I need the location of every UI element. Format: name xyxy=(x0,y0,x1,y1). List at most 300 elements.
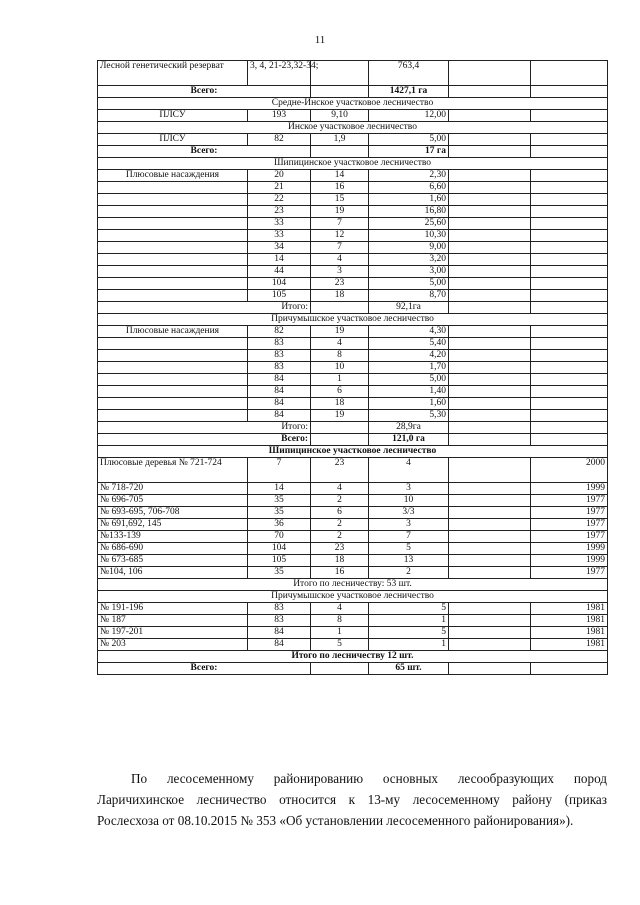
table-cell xyxy=(449,627,531,639)
table-cell: Причумышское участковое лесничество xyxy=(98,591,608,603)
table-cell xyxy=(531,230,608,242)
table-cell: № 203 xyxy=(98,639,248,651)
table-cell xyxy=(531,254,608,266)
table-cell: 104 xyxy=(248,543,311,555)
table-cell: 4 xyxy=(311,483,369,495)
table-cell: № 691,692, 145 xyxy=(98,519,248,531)
table-cell: 8 xyxy=(311,615,369,627)
table-cell xyxy=(531,663,608,675)
table-cell: №133-139 xyxy=(98,531,248,543)
table-cell: 5,30 xyxy=(369,410,449,422)
table-cell: Инское участковое лесничество xyxy=(98,122,608,134)
table-row xyxy=(98,86,608,98)
table-cell xyxy=(98,350,248,362)
table-cell: № 191-196 xyxy=(98,603,248,615)
table-cell: 22 xyxy=(248,194,311,206)
table-cell: 2 xyxy=(311,531,369,543)
table-cell: Лесной генетический резерват xyxy=(98,61,248,86)
table-cell: 1977 xyxy=(531,519,608,531)
table-cell xyxy=(98,338,248,350)
table-cell: 10 xyxy=(311,362,369,374)
table-cell xyxy=(98,290,248,302)
table-row xyxy=(98,61,608,86)
table-cell: 19 xyxy=(311,410,369,422)
table-cell xyxy=(449,555,531,567)
table-row xyxy=(98,158,608,170)
table-cell: 9,00 xyxy=(369,242,449,254)
table-cell: 28,9га xyxy=(369,422,449,434)
table-cell: 15 xyxy=(311,194,369,206)
table-cell: 1999 xyxy=(531,483,608,495)
table-row xyxy=(98,422,608,434)
table-cell xyxy=(98,362,248,374)
table-row xyxy=(98,591,608,603)
table-cell xyxy=(531,362,608,374)
table-row xyxy=(98,567,608,579)
table-cell xyxy=(531,206,608,218)
table-cell xyxy=(98,194,248,206)
table-row xyxy=(98,507,608,519)
table-cell: 14 xyxy=(248,254,311,266)
table-cell: Плюсовые деревья № 721-724 xyxy=(98,458,248,483)
table-row xyxy=(98,434,608,446)
table-cell: 5 xyxy=(369,543,449,555)
table-cell xyxy=(449,458,531,483)
table-cell: 16 xyxy=(311,182,369,194)
table-cell xyxy=(531,386,608,398)
table-cell xyxy=(531,374,608,386)
table-row xyxy=(98,326,608,338)
table-cell: Причумышское участковое лесничество xyxy=(98,314,608,326)
table-row xyxy=(98,495,608,507)
table-cell: 2,30 xyxy=(369,170,449,182)
table-row xyxy=(98,206,608,218)
table-cell: 36 xyxy=(248,519,311,531)
table-cell: 12,00 xyxy=(369,110,449,122)
table-cell xyxy=(311,302,369,314)
table-cell xyxy=(449,483,531,495)
table-row xyxy=(98,615,608,627)
table-row xyxy=(98,182,608,194)
paragraph-text: По лесосеменному районированию основных лесообразующих пород Ларичихинское лесничество относится к 13-му лесосеменному району (приказ Рослесхоза от 08.10.2015 № 353 «Об установлении лесосеменного районирования»). xyxy=(97,771,607,828)
table-cell xyxy=(449,495,531,507)
table-cell: 121,0 га xyxy=(369,434,449,446)
table-cell xyxy=(449,398,531,410)
table-row xyxy=(98,579,608,591)
table-cell: 1999 xyxy=(531,555,608,567)
table-cell: 7 xyxy=(311,242,369,254)
table-cell: Средне-Инское участковое лесничество xyxy=(98,98,608,110)
table-cell xyxy=(531,170,608,182)
table-cell xyxy=(449,242,531,254)
table-cell: 18 xyxy=(311,555,369,567)
table-cell: № 686-690 xyxy=(98,543,248,555)
table-cell xyxy=(449,567,531,579)
table-cell xyxy=(449,194,531,206)
table-cell: 84 xyxy=(248,386,311,398)
table-row xyxy=(98,290,608,302)
table-cell: 4 xyxy=(311,603,369,615)
table-cell xyxy=(449,434,531,446)
table-cell: 82 xyxy=(248,134,311,146)
table-cell xyxy=(98,182,248,194)
table-cell: 33 xyxy=(248,230,311,242)
table-cell: Плюсовые насаждения xyxy=(98,170,248,182)
table-cell xyxy=(449,531,531,543)
table-cell xyxy=(98,398,248,410)
table-cell xyxy=(449,146,531,158)
table-cell: 3, 4, 21-23,32-34; xyxy=(248,61,311,86)
table-cell: 3,00 xyxy=(369,266,449,278)
table-cell: 25,60 xyxy=(369,218,449,230)
table-cell: 84 xyxy=(248,639,311,651)
table-cell: №104, 106 xyxy=(98,567,248,579)
table-cell: 7 xyxy=(369,531,449,543)
table-cell: 193 xyxy=(248,110,311,122)
table-cell xyxy=(98,206,248,218)
table-cell: ПЛСУ xyxy=(98,134,248,146)
table-cell: 14 xyxy=(311,170,369,182)
table-cell: Итого: xyxy=(98,302,311,314)
table-cell xyxy=(98,278,248,290)
table-cell: № 693-695, 706-708 xyxy=(98,507,248,519)
table-cell: 9,10 xyxy=(311,110,369,122)
table-cell xyxy=(449,603,531,615)
table-cell: 3 xyxy=(369,483,449,495)
table-cell xyxy=(449,290,531,302)
table-row xyxy=(98,446,608,458)
table-cell: 5,00 xyxy=(369,374,449,386)
table-cell: 1981 xyxy=(531,639,608,651)
table-cell: 10,30 xyxy=(369,230,449,242)
table-cell xyxy=(531,266,608,278)
table-cell xyxy=(449,362,531,374)
table-row xyxy=(98,410,608,422)
table-cell: Итого по лесничеству 12 шт. xyxy=(98,651,608,663)
table-cell: 5 xyxy=(369,603,449,615)
table-cell xyxy=(449,543,531,555)
table-row xyxy=(98,639,608,651)
table-cell: 2 xyxy=(311,519,369,531)
table-cell: 2 xyxy=(311,495,369,507)
table-cell xyxy=(449,326,531,338)
table-cell: 13 xyxy=(369,555,449,567)
table-row xyxy=(98,386,608,398)
table-cell: 5 xyxy=(369,627,449,639)
table-cell xyxy=(449,110,531,122)
table-row xyxy=(98,555,608,567)
table-row xyxy=(98,278,608,290)
table-cell xyxy=(311,146,369,158)
table-row xyxy=(98,483,608,495)
table-cell: 21 xyxy=(248,182,311,194)
table-cell xyxy=(449,663,531,675)
table-cell: 84 xyxy=(248,398,311,410)
table-cell xyxy=(531,350,608,362)
table-cell: № 197-201 xyxy=(98,627,248,639)
table-cell xyxy=(98,266,248,278)
table-cell: 1 xyxy=(311,627,369,639)
table-cell: 20 xyxy=(248,170,311,182)
table-cell: 7 xyxy=(248,458,311,483)
table-cell: 1,40 xyxy=(369,386,449,398)
table-cell xyxy=(531,422,608,434)
table-cell xyxy=(449,86,531,98)
table-cell xyxy=(449,278,531,290)
table-cell: 5,40 xyxy=(369,338,449,350)
table-cell: 4,30 xyxy=(369,326,449,338)
table-cell xyxy=(311,86,369,98)
table-row xyxy=(98,230,608,242)
table-cell xyxy=(449,182,531,194)
table-row xyxy=(98,543,608,555)
table-cell xyxy=(449,206,531,218)
table-cell xyxy=(449,230,531,242)
table-cell: 105 xyxy=(248,555,311,567)
table-cell xyxy=(531,242,608,254)
table-cell: № 718-720 xyxy=(98,483,248,495)
table-cell: 84 xyxy=(248,627,311,639)
table-cell: 1 xyxy=(369,639,449,651)
table-cell xyxy=(311,663,369,675)
table-cell: 1999 xyxy=(531,543,608,555)
table-cell: 4 xyxy=(311,338,369,350)
table-cell: 5 xyxy=(311,639,369,651)
table-cell: 6 xyxy=(311,386,369,398)
table-row xyxy=(98,531,608,543)
table-cell: 3/3 xyxy=(369,507,449,519)
table-cell xyxy=(531,398,608,410)
table-row xyxy=(98,362,608,374)
table-cell xyxy=(531,290,608,302)
table-cell: 19 xyxy=(311,206,369,218)
table-cell: 92,1га xyxy=(369,302,449,314)
zoning-paragraph xyxy=(97,768,607,831)
table-cell: Шипицинское участковое лесничество xyxy=(98,158,608,170)
table-cell xyxy=(449,134,531,146)
table-cell xyxy=(98,254,248,266)
table-cell: 23 xyxy=(311,278,369,290)
page-number: 11 xyxy=(314,34,326,46)
table-cell xyxy=(449,507,531,519)
table-cell xyxy=(531,410,608,422)
table-cell: 7 xyxy=(311,218,369,230)
table-row xyxy=(98,458,608,483)
table-cell: Всего: xyxy=(98,663,311,675)
table-cell: 70 xyxy=(248,531,311,543)
table-cell: 2 xyxy=(369,567,449,579)
table-cell xyxy=(449,218,531,230)
table-cell xyxy=(531,278,608,290)
table-cell: 17 га xyxy=(369,146,449,158)
table-cell xyxy=(449,302,531,314)
table-cell: № 187 xyxy=(98,615,248,627)
table-cell: 104 xyxy=(248,278,311,290)
table-cell: 83 xyxy=(248,603,311,615)
table-row xyxy=(98,254,608,266)
table-row xyxy=(98,398,608,410)
table-cell: 23 xyxy=(311,543,369,555)
table-cell: Всего: xyxy=(98,146,311,158)
table-cell: 83 xyxy=(248,615,311,627)
table-cell xyxy=(449,350,531,362)
table-cell: № 696-705 xyxy=(98,495,248,507)
table-cell: 35 xyxy=(248,567,311,579)
table-cell: 3 xyxy=(369,519,449,531)
table-cell: 1981 xyxy=(531,615,608,627)
table-row xyxy=(98,374,608,386)
table-cell: 5,00 xyxy=(369,278,449,290)
table-cell: 1977 xyxy=(531,567,608,579)
table-cell: 3,20 xyxy=(369,254,449,266)
table-row xyxy=(98,146,608,158)
table-cell: 83 xyxy=(248,350,311,362)
table-row xyxy=(98,170,608,182)
table-cell: 1 xyxy=(369,615,449,627)
table-cell: 1427,1 га xyxy=(369,86,449,98)
table-cell: 35 xyxy=(248,495,311,507)
table-cell: 23 xyxy=(311,458,369,483)
table-cell: 44 xyxy=(248,266,311,278)
table-cell: 105 xyxy=(248,290,311,302)
table-cell xyxy=(531,134,608,146)
table-cell: 1,60 xyxy=(369,398,449,410)
table-cell: 14 xyxy=(248,483,311,495)
table-cell: 23 xyxy=(248,206,311,218)
table-cell xyxy=(311,434,369,446)
table-cell: 65 шт. xyxy=(369,663,449,675)
table-cell xyxy=(98,386,248,398)
table-cell xyxy=(531,434,608,446)
table-cell xyxy=(531,110,608,122)
table-cell: 18 xyxy=(311,398,369,410)
table-cell: 16 xyxy=(311,567,369,579)
table-cell: Итого: xyxy=(98,422,311,434)
table-cell: 1981 xyxy=(531,603,608,615)
table-cell: 10 xyxy=(369,495,449,507)
table-row xyxy=(98,266,608,278)
table-cell: Всего: xyxy=(98,86,311,98)
table-row xyxy=(98,98,608,110)
table-cell: 8,70 xyxy=(369,290,449,302)
table-cell xyxy=(98,230,248,242)
table-cell xyxy=(98,374,248,386)
table-cell xyxy=(449,170,531,182)
table-cell: 84 xyxy=(248,410,311,422)
table-cell: 1 xyxy=(311,374,369,386)
table-cell xyxy=(449,386,531,398)
table-cell: 763,4 xyxy=(369,61,449,86)
table-row xyxy=(98,603,608,615)
table-row xyxy=(98,338,608,350)
table-cell xyxy=(449,338,531,350)
table-cell: 82 xyxy=(248,326,311,338)
table-cell: 4,20 xyxy=(369,350,449,362)
table-cell: 12 xyxy=(311,230,369,242)
table-row xyxy=(98,134,608,146)
table-cell xyxy=(449,639,531,651)
table-cell: 6 xyxy=(311,507,369,519)
table-cell: Шипицинское участковое лесничество xyxy=(98,446,608,458)
table-cell: 1,70 xyxy=(369,362,449,374)
table-cell: 1977 xyxy=(531,495,608,507)
forest-seed-table xyxy=(97,60,608,675)
table-cell: ПЛСУ xyxy=(98,110,248,122)
table-cell xyxy=(531,194,608,206)
table-cell xyxy=(449,519,531,531)
table-cell: 1,60 xyxy=(369,194,449,206)
table-row xyxy=(98,302,608,314)
table-cell: 3 xyxy=(311,266,369,278)
table-cell xyxy=(449,422,531,434)
table-cell: Плюсовые насаждения xyxy=(98,326,248,338)
table-cell: 83 xyxy=(248,362,311,374)
table-cell: 6,60 xyxy=(369,182,449,194)
table-cell: 8 xyxy=(311,350,369,362)
table-cell xyxy=(531,326,608,338)
table-cell xyxy=(98,218,248,230)
table-row xyxy=(98,194,608,206)
table-cell xyxy=(311,61,369,86)
table-cell: Всего: xyxy=(98,434,311,446)
table-cell: № 673-685 xyxy=(98,555,248,567)
table-cell: 1981 xyxy=(531,627,608,639)
table-cell xyxy=(449,615,531,627)
table-cell xyxy=(531,182,608,194)
table-cell xyxy=(311,422,369,434)
table-row xyxy=(98,651,608,663)
table-cell xyxy=(531,61,608,86)
table-cell xyxy=(449,410,531,422)
table-cell: 35 xyxy=(248,507,311,519)
table-row xyxy=(98,122,608,134)
table-row xyxy=(98,218,608,230)
table-cell: 1977 xyxy=(531,507,608,519)
table-cell: 2000 xyxy=(531,458,608,483)
table-cell: 18 xyxy=(311,290,369,302)
table-cell xyxy=(98,410,248,422)
table-cell xyxy=(449,266,531,278)
table-cell xyxy=(531,146,608,158)
table-row xyxy=(98,350,608,362)
table-cell: 4 xyxy=(369,458,449,483)
table-cell: 1977 xyxy=(531,531,608,543)
table-cell xyxy=(531,86,608,98)
table-cell: 5,00 xyxy=(369,134,449,146)
table-row xyxy=(98,314,608,326)
table-row xyxy=(98,242,608,254)
table-cell xyxy=(98,242,248,254)
table-row xyxy=(98,110,608,122)
table-row xyxy=(98,627,608,639)
table-cell xyxy=(531,338,608,350)
table-cell: 83 xyxy=(248,338,311,350)
table-cell: 4 xyxy=(311,254,369,266)
table-cell xyxy=(449,374,531,386)
table-row xyxy=(98,519,608,531)
table-row xyxy=(98,663,608,675)
table-cell: Итого по лесничеству: 53 шт. xyxy=(98,579,608,591)
table-cell xyxy=(449,254,531,266)
table-cell: 16,80 xyxy=(369,206,449,218)
table-cell xyxy=(531,218,608,230)
table-cell: 19 xyxy=(311,326,369,338)
table-cell: 1,9 xyxy=(311,134,369,146)
table-cell: 34 xyxy=(248,242,311,254)
table-cell xyxy=(531,302,608,314)
table-cell xyxy=(449,61,531,86)
table-cell: 33 xyxy=(248,218,311,230)
